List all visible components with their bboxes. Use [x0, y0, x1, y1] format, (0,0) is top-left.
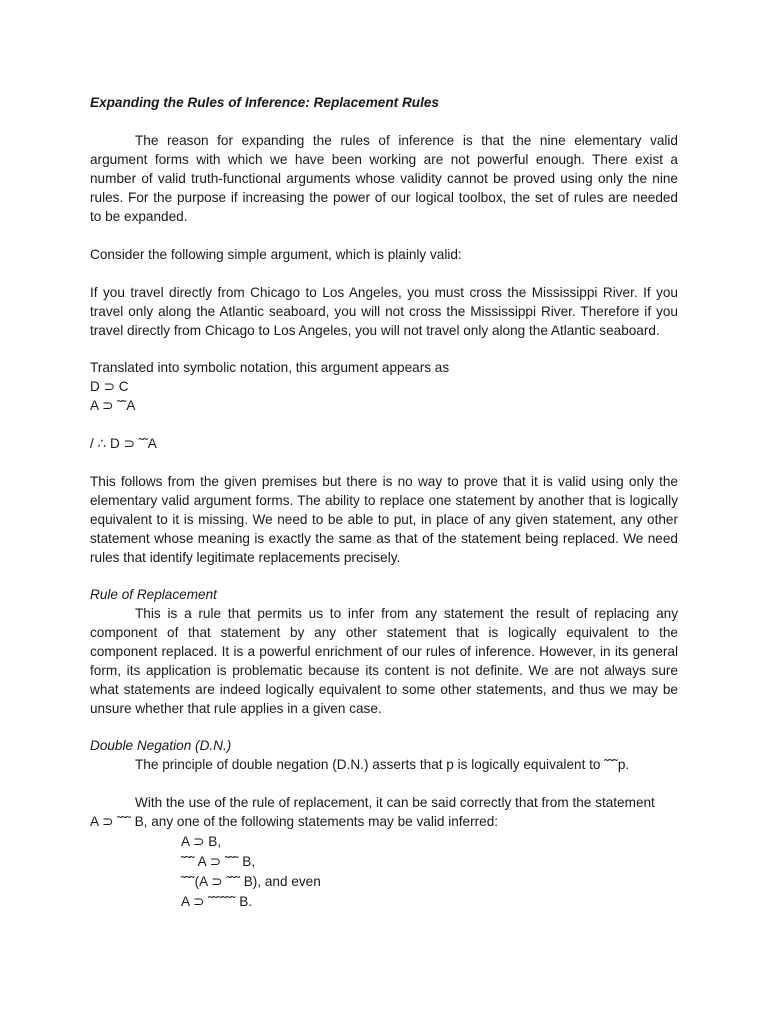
intro-line: to be expanded.: [90, 209, 188, 224]
example-statement: A ⊃ ˜˜˜˜˜˜ B.: [181, 894, 253, 909]
premise-2: A ⊃ ˜˜A: [90, 398, 136, 413]
document-title: Expanding the Rules of Inference: Replacement Rules: [90, 95, 439, 110]
follows-line: equivalent to it is missing. We need to be able to put, in place of any given statement, any other: [90, 512, 678, 527]
premise-1: D ⊃ C: [90, 379, 129, 394]
example-statement: ˜˜˜(A ⊃ ˜˜˜ B), and even: [181, 874, 321, 889]
consider-line: Consider the following simple argument, which is plainly valid:: [90, 247, 462, 262]
rule-line: component replaced. It is a powerful enrichment of our rules of inference. However, in its general: [90, 644, 678, 659]
intro-line: rules. For the purpose if increasing the power of our logical toolbox, the set of rules are needed: [90, 190, 678, 205]
rule-line: unsure whether that rule applies in a given case.: [90, 701, 382, 716]
follows-line: elementary valid argument forms. The ability to replace one statement by another that is logically: [90, 493, 678, 508]
dn-line: The principle of double negation (D.N.) asserts that p is logically equivalent to ˜˜˜p.: [135, 757, 630, 772]
use-line: With the use of the rule of replacement, it can be said correctly that from the statement: [135, 795, 655, 810]
argument-line: If you travel directly from Chicago to Los Angeles, you must cross the Mississippi River. If you: [90, 285, 678, 300]
use-line: A ⊃ ˜˜˜ B, any one of the following statements may be valid inferred:: [90, 814, 499, 829]
rule-line: component of that statement by any other statement that is logically equivalent to the: [90, 625, 678, 640]
rule-line: form, its application is problematic because its content is not definite. We are not always sure: [90, 663, 678, 678]
rule-heading: Rule of Replacement: [90, 587, 217, 602]
argument-line: travel directly from Chicago to Los Angeles, you will not travel only along the Atlantic seaboard.: [90, 323, 660, 338]
follows-line: rules that identify legitimate replacements precisely.: [90, 550, 401, 565]
example-statement: A ⊃ B,: [181, 834, 222, 849]
rule-line: what statements are indeed logically equivalent to some other statements, and thus we may be: [90, 682, 678, 697]
follows-line: statement whose meaning is exactly the same as that of the statement being replaced. We need: [90, 531, 678, 546]
follows-line: This follows from the given premises but there is no way to prove that it is valid using only the: [90, 474, 678, 489]
translated-line: Translated into symbolic notation, this argument appears as: [90, 360, 450, 375]
intro-line: The reason for expanding the rules of inference is that the nine elementary valid: [135, 133, 678, 148]
intro-line: argument forms with which we have been working are not powerful enough. There exist a: [90, 152, 678, 167]
conclusion: / ∴ D ⊃ ˜˜A: [90, 436, 157, 451]
example-statement: ˜˜˜ A ⊃ ˜˜˜ B,: [181, 854, 256, 869]
intro-line: number of valid truth-functional arguments whose validity cannot be proved using only the nine: [90, 171, 678, 186]
dn-heading: Double Negation (D.N.): [90, 738, 232, 753]
argument-line: travel only along the Atlantic seaboard, you will not cross the Mississippi River. Therefore if you: [90, 304, 678, 319]
rule-line: This is a rule that permits us to infer from any statement the result of replacing any: [135, 606, 678, 621]
